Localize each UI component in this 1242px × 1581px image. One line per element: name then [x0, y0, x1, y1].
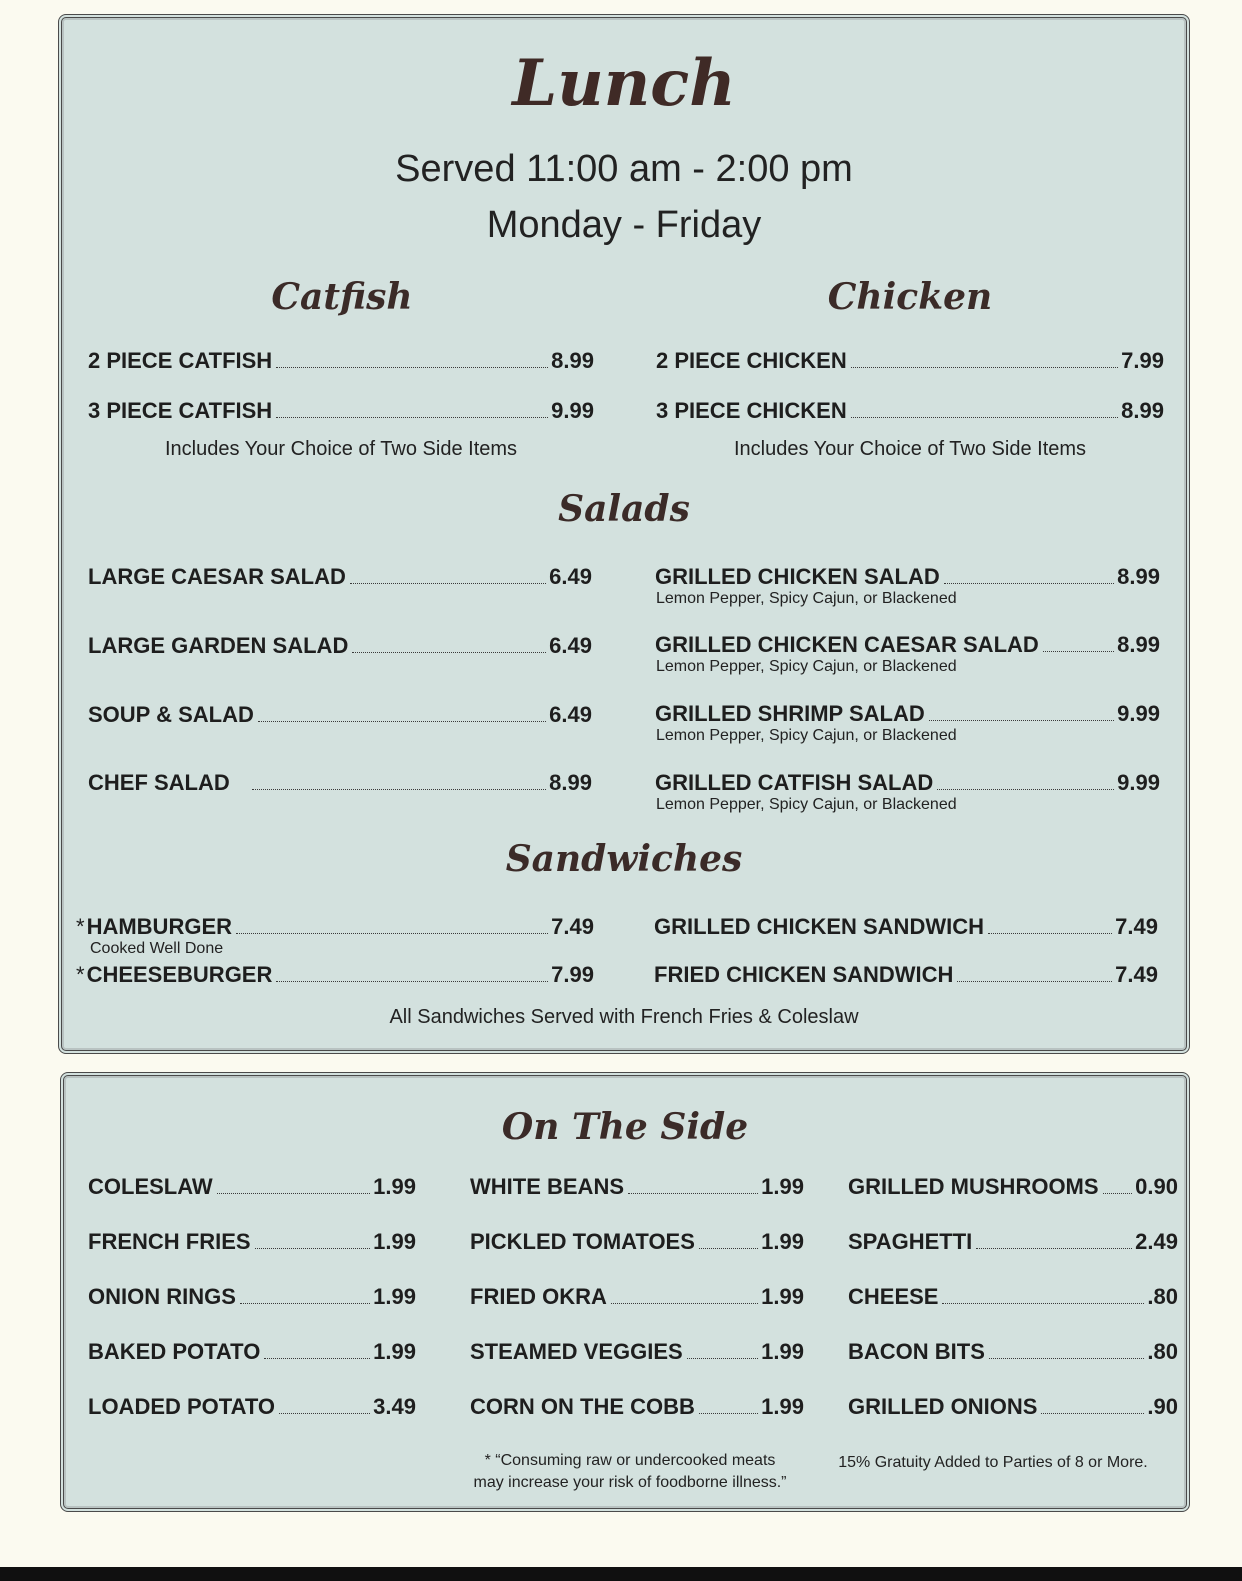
- menu-item: [88, 1394, 416, 1420]
- dot-leader: [937, 788, 1114, 790]
- item-name: GRILLED CATFISH SALAD: [655, 770, 934, 795]
- menu-item: [88, 1284, 416, 1310]
- menu-item: [470, 1394, 804, 1420]
- dot-leader: [687, 1357, 758, 1359]
- item-price: .90: [1147, 1394, 1178, 1419]
- menu-item: [656, 348, 1164, 374]
- sides-heading: On The Side: [501, 1106, 749, 1148]
- dot-leader: [350, 582, 546, 584]
- menu-item: [88, 1339, 416, 1365]
- menu-item: [88, 564, 592, 590]
- menu-item: [470, 1229, 804, 1255]
- sides-panel: [60, 1072, 1190, 1512]
- menu-item: [76, 962, 594, 988]
- gratuity-note: 15% Gratuity Added to Parties of 8 or More.: [838, 1454, 1148, 1471]
- item-price: 8.99: [1121, 398, 1164, 423]
- item-name: 3 PIECE CATFISH: [88, 398, 273, 423]
- item-name: CHEESE: [848, 1284, 939, 1309]
- days-line: Monday - Friday: [486, 204, 762, 246]
- item-price: 1.99: [761, 1394, 804, 1419]
- asterisk-mark: *: [76, 962, 85, 987]
- menu-item: [655, 701, 1160, 727]
- item-price: 9.99: [1117, 701, 1160, 726]
- item-name: CORN ON THE COBB: [470, 1394, 695, 1419]
- item-price: 1.99: [761, 1284, 804, 1309]
- asterisk-mark: *: [76, 914, 85, 939]
- item-name: 3 PIECE CHICKEN: [656, 398, 847, 423]
- item-price: 9.99: [551, 398, 594, 423]
- dot-leader: [217, 1192, 371, 1194]
- item-price: 1.99: [761, 1339, 804, 1364]
- sandwiches-heading: Sandwiches: [505, 838, 743, 880]
- menu-item: [470, 1284, 804, 1310]
- dot-leader: [252, 788, 546, 790]
- menu-item: [88, 770, 592, 796]
- dot-leader: [989, 1357, 1145, 1359]
- dot-leader: [255, 1247, 371, 1249]
- item-name: GRILLED SHRIMP SALAD: [655, 701, 925, 726]
- item-price: 7.49: [1115, 914, 1158, 939]
- item-name: CHEF SALAD: [88, 770, 230, 795]
- item-options: Cooked Well Done: [90, 940, 224, 957]
- sandwiches-note: All Sandwiches Served with French Fries & Coleslaw: [389, 1006, 859, 1028]
- dot-leader: [851, 366, 1118, 368]
- menu-item: [470, 1339, 804, 1365]
- item-name: STEAMED VEGGIES: [470, 1339, 683, 1364]
- item-name: LARGE GARDEN SALAD: [88, 633, 349, 658]
- dot-leader: [279, 1412, 370, 1414]
- item-name: LARGE CAESAR SALAD: [88, 564, 346, 589]
- menu-item: [470, 1174, 804, 1200]
- dot-leader: [264, 1357, 370, 1359]
- dot-leader: [240, 1302, 370, 1304]
- item-name: BACON BITS: [848, 1339, 985, 1364]
- dot-leader: [957, 980, 1112, 982]
- dot-leader: [276, 980, 548, 982]
- menu-title: Lunch: [512, 46, 736, 121]
- menu-item: [656, 398, 1164, 424]
- catfish-heading: Catfish: [271, 276, 413, 318]
- disclaimer-line-1: * “Consuming raw or undercooked meats: [484, 1452, 776, 1469]
- menu-item: [88, 398, 594, 424]
- dot-leader: [276, 366, 548, 368]
- item-price: 1.99: [373, 1229, 416, 1254]
- dot-leader: [988, 932, 1112, 934]
- item-price: .80: [1147, 1284, 1178, 1309]
- item-options: Lemon Pepper, Spicy Cajun, or Blackened: [656, 590, 957, 607]
- item-name: GRILLED MUSHROOMS: [848, 1174, 1099, 1199]
- item-price: 7.99: [1121, 348, 1164, 373]
- dot-leader: [1043, 650, 1114, 652]
- item-price: 1.99: [373, 1339, 416, 1364]
- item-price: 9.99: [1117, 770, 1160, 795]
- item-price: 6.49: [549, 564, 592, 589]
- item-price: .80: [1147, 1339, 1178, 1364]
- menu-item: [88, 702, 592, 728]
- lunch-menu-panel: [58, 14, 1190, 1054]
- bottom-edge: [0, 1567, 1242, 1581]
- dot-leader: [699, 1412, 758, 1414]
- menu-item: [848, 1339, 1178, 1365]
- item-name: HAMBURGER: [86, 914, 233, 939]
- dot-leader: [1041, 1412, 1144, 1414]
- menu-item: [848, 1394, 1178, 1420]
- item-name: BAKED POTATO: [88, 1339, 261, 1364]
- menu-item: [654, 962, 1158, 988]
- catfish-note: Includes Your Choice of Two Side Items: [164, 438, 518, 460]
- menu-item: [76, 914, 594, 940]
- item-price: 0.90: [1135, 1174, 1178, 1199]
- item-price: 1.99: [373, 1174, 416, 1199]
- item-name: ONION RINGS: [88, 1284, 236, 1309]
- disclaimer-line-2: may increase your risk of foodborne illness.”: [473, 1474, 787, 1491]
- item-name: GRILLED CHICKEN CAESAR SALAD: [655, 632, 1039, 657]
- item-name: COLESLAW: [88, 1174, 213, 1199]
- item-name: FRIED OKRA: [470, 1284, 607, 1309]
- item-name: GRILLED CHICKEN SALAD: [655, 564, 940, 589]
- menu-item: [88, 633, 592, 659]
- menu-item: [655, 564, 1160, 590]
- item-name: WHITE BEANS: [470, 1174, 624, 1199]
- item-price: 8.99: [1117, 564, 1160, 589]
- dot-leader: [1103, 1192, 1133, 1194]
- item-options: Lemon Pepper, Spicy Cajun, or Blackened: [656, 727, 957, 744]
- menu-item: [88, 348, 594, 374]
- dot-leader: [699, 1247, 758, 1249]
- dot-leader: [929, 719, 1114, 721]
- item-price: 6.49: [549, 633, 592, 658]
- item-name: FRIED CHICKEN SANDWICH: [654, 962, 954, 987]
- item-name: FRENCH FRIES: [88, 1229, 251, 1254]
- item-price: 7.49: [1115, 962, 1158, 987]
- item-price: 1.99: [373, 1284, 416, 1309]
- item-price: 1.99: [761, 1174, 804, 1199]
- item-name: GRILLED ONIONS: [848, 1394, 1038, 1419]
- salads-heading: Salads: [558, 488, 690, 530]
- item-price: 8.99: [549, 770, 592, 795]
- dot-leader: [276, 416, 548, 418]
- dot-leader: [942, 1302, 1144, 1304]
- menu-item: [655, 770, 1160, 796]
- menu-item: [848, 1229, 1178, 1255]
- hours-line: Served 11:00 am - 2:00 pm: [395, 148, 853, 190]
- item-name: PICKLED TOMATOES: [470, 1229, 695, 1254]
- dot-leader: [258, 720, 546, 722]
- item-options: Lemon Pepper, Spicy Cajun, or Blackened: [656, 796, 957, 813]
- menu-item: [88, 1174, 416, 1200]
- item-price: 8.99: [1117, 632, 1160, 657]
- item-name: CHEESEBURGER: [86, 962, 273, 987]
- chicken-heading: Chicken: [827, 276, 993, 318]
- menu-item: [848, 1174, 1178, 1200]
- item-name: GRILLED CHICKEN SANDWICH: [654, 914, 984, 939]
- dot-leader: [352, 651, 546, 653]
- chicken-note: Includes Your Choice of Two Side Items: [733, 438, 1087, 460]
- menu-item: [88, 1229, 416, 1255]
- dot-leader: [611, 1302, 758, 1304]
- item-name: 2 PIECE CATFISH: [88, 348, 273, 373]
- item-price: 2.49: [1135, 1229, 1178, 1254]
- item-price: 7.49: [551, 914, 594, 939]
- item-price: 7.99: [551, 962, 594, 987]
- dot-leader: [944, 582, 1114, 584]
- dot-leader: [851, 416, 1118, 418]
- item-price: 1.99: [761, 1229, 804, 1254]
- item-price: 3.49: [373, 1394, 416, 1419]
- menu-item: [848, 1284, 1178, 1310]
- menu-item: [654, 914, 1158, 940]
- item-price: 6.49: [549, 702, 592, 727]
- item-name: SPAGHETTI: [848, 1229, 973, 1254]
- item-name: SOUP & SALAD: [88, 702, 254, 727]
- dot-leader: [628, 1192, 758, 1194]
- dot-leader: [976, 1247, 1132, 1249]
- menu-item: [655, 632, 1160, 658]
- item-name: 2 PIECE CHICKEN: [656, 348, 847, 373]
- item-name: LOADED POTATO: [88, 1394, 275, 1419]
- item-options: Lemon Pepper, Spicy Cajun, or Blackened: [656, 658, 957, 675]
- item-price: 8.99: [551, 348, 594, 373]
- dot-leader: [236, 932, 548, 934]
